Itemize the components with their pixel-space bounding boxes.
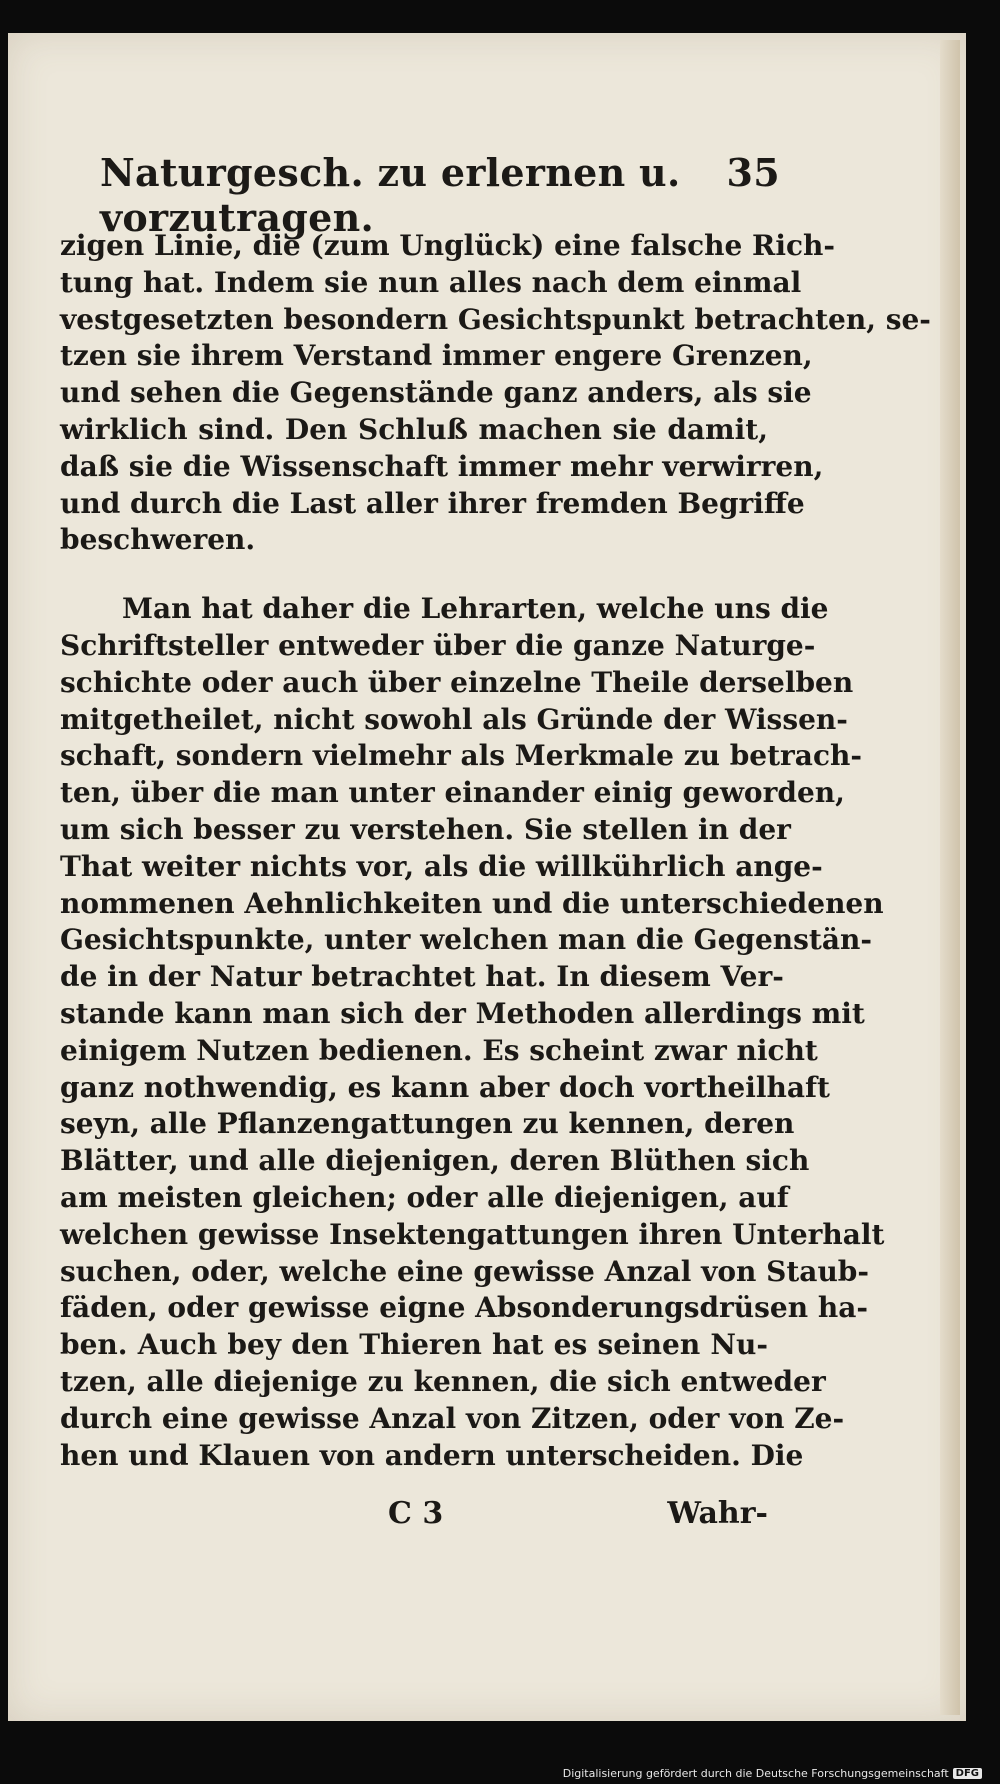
text-line: am meisten gleichen; oder alle diejenigen, auf	[60, 1180, 789, 1214]
text-line: schichte oder auch über einzelne Theile derselben	[60, 665, 854, 699]
text-line: ben. Auch bey den Thieren hat es seinen Nu-	[60, 1328, 768, 1362]
text-line: Schriftsteller entweder über die ganze Naturge-	[60, 628, 816, 662]
text-line: ten, über die man unter einander einig geworden,	[60, 776, 845, 810]
text-line: tzen sie ihrem Verstand immer engere Grenzen,	[60, 339, 813, 373]
text-line: schaft, sondern vielmehr als Merkmale zu betrach-	[60, 739, 862, 773]
dfg-logo: DFG	[953, 1768, 982, 1779]
text-line: mitgetheilet, nicht sowohl als Gründe der Wissen-	[60, 702, 848, 736]
text-line: zigen Linie, die (zum Unglück) eine falsche Rich-	[60, 229, 835, 262]
text-line: einigem Nutzen bedienen. Es scheint zwar nicht	[60, 1033, 818, 1067]
text-line: stande kann man sich der Methoden allerdings mit	[60, 996, 865, 1030]
text-line: tzen, alle diejenige zu kennen, die sich entweder	[60, 1364, 826, 1398]
catchword: Wahr-	[667, 1496, 768, 1531]
text-line: durch eine gewisse Anzal von Zitzen, oder von Ze-	[60, 1401, 845, 1435]
text-line: wirklich sind. Den Schluß machen sie damit,	[60, 412, 768, 446]
paragraph-break	[60, 559, 768, 591]
text-line: tung hat. Indem sie nun alles nach dem einmal	[60, 265, 802, 299]
text-line: nommenen Aehnlichkeiten und die unterschiedenen	[60, 886, 884, 920]
text-line: beschweren.	[60, 523, 256, 557]
text-line: hen und Klauen von andern unterscheiden. Die	[60, 1438, 804, 1472]
text-line: um sich besser zu verstehen. Sie stellen in der	[60, 812, 791, 846]
text-line: seyn, alle Pflanzengattungen zu kennen, deren	[60, 1107, 795, 1141]
text-line: ganz nothwendig, es kann aber doch vortheilhaft	[60, 1070, 830, 1104]
page-edge	[940, 40, 960, 1715]
text-line: und sehen die Gegenstände ganz anders, als sie	[60, 376, 812, 410]
text-line: Gesichtspunkte, unter welchen man die Gegenstän-	[60, 923, 872, 957]
text-line: daß sie die Wissenschaft immer mehr verwirren,	[60, 449, 824, 483]
text-line: de in der Natur betrachtet hat. In diesem Ver-	[60, 960, 784, 994]
text-line: Blätter, und alle diejenigen, deren Blüthen sich	[60, 1144, 810, 1178]
text-line: Man hat daher die Lehrarten, welche uns die	[122, 592, 829, 626]
running-title: Naturgesch. zu erlernen u. vorzutragen.	[100, 150, 681, 240]
body-text	[60, 228, 931, 1474]
text-line: That weiter nichts vor, als die willkührlich ange-	[60, 849, 823, 883]
text-line: fäden, oder gewisse eigne Absonderungsdrüsen ha-	[60, 1291, 868, 1325]
text-line: suchen, oder, welche eine gewisse Anzal von Staub-	[60, 1254, 870, 1288]
page-number: 35	[726, 150, 780, 195]
text-line: und durch die Last aller ihrer fremden Begriffe	[60, 486, 805, 520]
digitization-credit	[563, 1767, 982, 1780]
text-line: welchen gewisse Insektengattungen ihren Unterhalt	[60, 1217, 885, 1251]
credit-text: Digitalisierung gefördert durch die Deutsche Forschungsgemeinschaft	[562, 1767, 949, 1780]
text-line: vestgesetzten besondern Gesichtspunkt betrachten, se-	[60, 302, 931, 336]
running-head	[100, 150, 780, 240]
page-footer	[60, 1496, 768, 1536]
signature-mark: C 3	[388, 1496, 444, 1531]
